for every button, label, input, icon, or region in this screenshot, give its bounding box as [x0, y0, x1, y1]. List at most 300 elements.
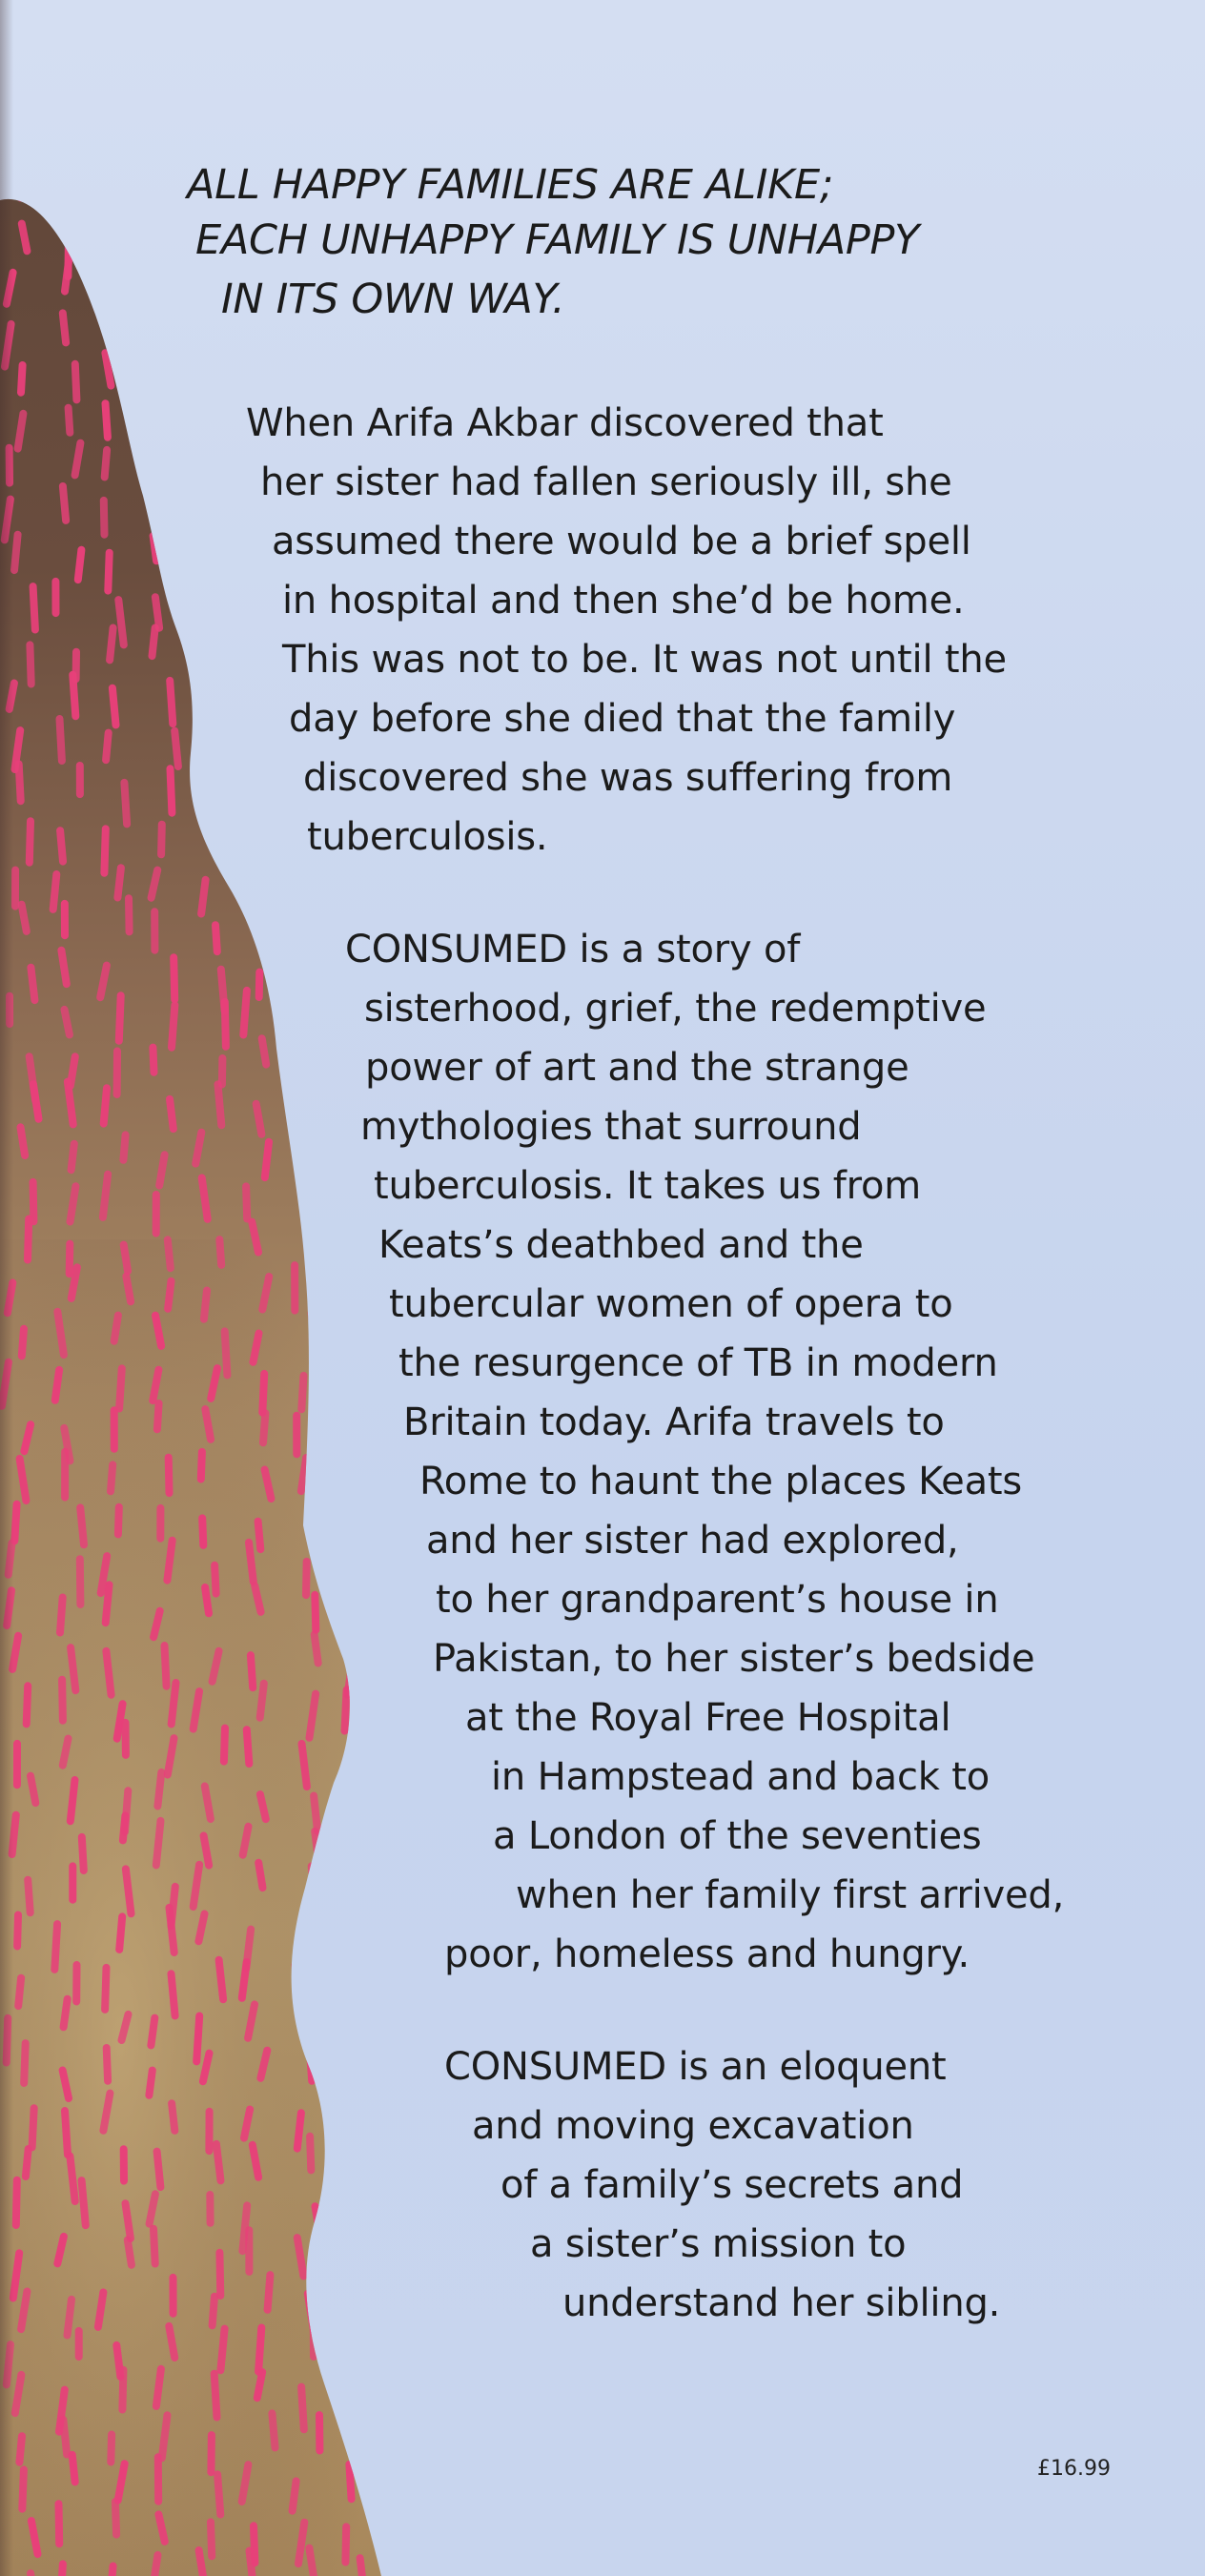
stitch-mark: [14, 1504, 16, 1542]
stitch-mark: [301, 1458, 306, 1491]
epigraph-line: EACH UNHAPPY FAMILY IS UNHAPPY: [195, 216, 920, 264]
blurb-line: at the Royal Free Hospital: [465, 1696, 951, 1740]
stitch-mark: [109, 321, 114, 365]
stitch-mark: [256, 1104, 262, 1135]
stitch-mark: [22, 1329, 24, 1357]
stitch-mark: [30, 644, 31, 684]
stitch-mark: [165, 1646, 167, 1687]
blurb-line: power of art and the strange: [365, 1046, 909, 1090]
stitch-mark: [315, 323, 316, 354]
stitch-mark: [298, 766, 301, 793]
stitch-mark: [22, 905, 27, 931]
stitch-mark: [202, 1518, 203, 1545]
stitch-mark: [16, 2180, 17, 2225]
stitch-mark: [80, 1507, 84, 1544]
stitch-mark: [102, 131, 103, 168]
stitch-mark: [31, 1776, 35, 1803]
stitch-mark: [123, 1815, 126, 1840]
stitch-mark: [253, 462, 255, 493]
stitch-mark: [259, 972, 260, 997]
stitch-mark: [168, 1281, 171, 1309]
stitch-mark: [303, 351, 308, 385]
blurb-line: When Arifa Akbar discovered that: [246, 401, 884, 445]
stitch-mark: [55, 1370, 59, 1400]
stitch-mark: [218, 358, 222, 389]
stitch-mark: [170, 1908, 174, 1952]
stitch-mark: [110, 278, 115, 310]
stitch-mark: [70, 2157, 74, 2202]
stitch-mark: [314, 1796, 317, 1831]
stitch-mark: [255, 358, 259, 404]
stitch-mark: [337, 2064, 343, 2095]
blurb-line: CONSUMED is a story of: [345, 928, 801, 971]
stitch-mark: [171, 768, 173, 812]
stitch-mark: [108, 553, 109, 591]
stitch-mark: [162, 2415, 168, 2458]
stitch-mark: [363, 1782, 366, 1823]
stitch-mark: [315, 1040, 318, 1072]
stitch-mark: [196, 2016, 199, 2062]
stitch-mark: [153, 628, 155, 657]
blurb-line: of a family’s secrets and: [500, 2163, 964, 2207]
stitch-mark: [119, 1368, 122, 1408]
stitch-mark: [202, 719, 207, 746]
stitch-mark: [109, 2566, 113, 2576]
stitch-mark: [268, 2275, 271, 2310]
stitch-mark: [170, 681, 173, 724]
stitch-mark: [243, 1827, 249, 1855]
stitch-mark: [216, 787, 220, 816]
stitch-mark: [127, 224, 130, 259]
stitch-mark: [103, 1175, 108, 1217]
stitch-mark: [312, 1313, 317, 1358]
stitch-mark: [168, 1239, 171, 1268]
epigraph-line: IN ITS OWN WAY.: [221, 276, 565, 323]
stitch-mark: [105, 51, 111, 90]
stitch-mark: [355, 1608, 360, 1637]
stitch-mark: [308, 2010, 311, 2038]
stitch-mark: [105, 450, 107, 478]
stitch-mark: [359, 1043, 363, 1085]
stitch-mark: [361, 2335, 366, 2381]
stitch-mark: [59, 2504, 60, 2544]
stitch-mark: [65, 173, 69, 204]
stitch-mark: [102, 166, 108, 204]
stitch-mark: [351, 2246, 352, 2284]
stitch-mark: [203, 31, 210, 75]
stitch-mark: [351, 1951, 354, 1986]
stitch-mark: [22, 2469, 24, 2508]
stitch-mark: [273, 677, 276, 703]
stitch-mark: [243, 991, 247, 1035]
stitch-mark: [169, 1458, 170, 1493]
stitch-mark: [354, 1463, 356, 1491]
stitch-mark: [306, 1562, 307, 1595]
stitch-mark: [212, 532, 215, 557]
stitch-mark: [60, 830, 63, 861]
stitch-mark: [271, 808, 277, 849]
stitch-mark: [255, 777, 260, 809]
blurb-line: sisterhood, grief, the redemptive: [364, 987, 987, 1031]
stitch-mark: [98, 2292, 104, 2327]
stitch-mark: [167, 1541, 172, 1581]
stitch-mark: [171, 326, 176, 359]
stitch-mark: [63, 2420, 67, 2455]
stitch-mark: [33, 1084, 39, 1119]
stitch-mark: [219, 1239, 221, 1265]
stitch-mark: [246, 587, 251, 619]
stitch-mark: [358, 331, 360, 369]
stitch-mark: [170, 1099, 174, 1129]
blurb-line: her sister had fallen seriously ill, she: [260, 460, 952, 504]
stitch-mark: [172, 1973, 175, 2015]
stitch-mark: [225, 1331, 228, 1375]
stitch-mark: [318, 856, 321, 896]
stitch-mark: [156, 1821, 161, 1866]
stitch-mark: [111, 1464, 112, 1491]
blurb-line: when her family first arrived,: [516, 1873, 1065, 1917]
stitch-mark: [115, 2502, 116, 2535]
blurb-line: Britain today. Arifa travels to: [403, 1400, 945, 1444]
blurb-line: in Hampstead and back to: [491, 1755, 990, 1799]
stitch-mark: [106, 733, 109, 761]
stitch-mark: [346, 1509, 348, 1536]
blurb-line: and moving excavation: [472, 2104, 914, 2148]
stitch-mark: [356, 2382, 357, 2421]
stitch-mark: [119, 995, 121, 1041]
stitch-mark: [106, 403, 108, 438]
stitch-mark: [119, 93, 123, 121]
stitch-mark: [205, 1587, 209, 1613]
stitch-mark: [177, 133, 178, 176]
stitch-mark: [247, 1729, 250, 1764]
blurb-line: assumed there would be a brief spell: [272, 520, 971, 563]
blurb-line: in hospital and then she’d be home.: [282, 579, 965, 623]
stitch-mark: [126, 1869, 132, 1913]
stitch-mark: [62, 1680, 63, 1721]
stitch-mark: [363, 1315, 367, 1343]
stitch-mark: [310, 2136, 311, 2171]
stitch-mark: [157, 48, 158, 75]
stitch-mark: [157, 1772, 161, 1807]
stitch-mark: [262, 1038, 267, 1064]
stitch-mark: [258, 1863, 262, 1888]
stitch-mark: [349, 2464, 351, 2499]
blurb-line: poor, homeless and hungry.: [444, 1932, 970, 1976]
stitch-mark: [204, 1291, 207, 1319]
stitch-mark: [174, 362, 175, 405]
stitch-mark: [78, 550, 82, 580]
stitch-mark: [203, 626, 208, 665]
stitch-mark: [17, 85, 23, 112]
stitch-mark: [343, 2198, 348, 2227]
stitch-mark: [263, 1413, 265, 1442]
stitch-mark: [124, 1245, 128, 1272]
stitch-mark: [365, 871, 371, 911]
stitch-mark: [352, 1356, 353, 1381]
stitch-mark: [63, 486, 66, 521]
stitch-mark: [72, 675, 75, 716]
blurb-line: discovered she was suffering from: [303, 756, 953, 800]
stitch-mark: [53, 874, 57, 910]
stitch-mark: [367, 101, 371, 144]
stitch-mark: [174, 731, 178, 767]
epigraph-line: ALL HAPPY FAMILIES ARE ALIKE;: [187, 161, 834, 209]
stitch-mark: [222, 460, 225, 492]
blurb-line: day before she died that the family: [289, 697, 956, 741]
stitch-mark: [26, 2149, 29, 2177]
blurb-line: This was not to be. It was not until the: [282, 638, 1007, 682]
stitch-mark: [149, 2071, 152, 2096]
blurb-line: Keats’s deathbed and the: [378, 1223, 864, 1267]
stitch-mark: [117, 868, 121, 897]
stitch-mark: [172, 1683, 176, 1725]
stitch-mark: [256, 512, 261, 551]
stitch-mark: [172, 499, 175, 538]
stitch-mark: [214, 2374, 217, 2418]
stitch-mark: [312, 1866, 315, 1895]
stitch-mark: [214, 1565, 216, 1594]
stitch-mark: [302, 1918, 306, 1943]
stitch-mark: [316, 2206, 320, 2237]
stitch-mark: [242, 1962, 247, 1998]
stitch-mark: [248, 626, 250, 664]
stitch-mark: [212, 818, 217, 852]
price-label: £16.99: [1037, 2457, 1111, 2481]
stitch-mark: [202, 324, 209, 361]
stitch-mark: [119, 1916, 122, 1950]
stitch-mark: [106, 1584, 110, 1623]
blurb-line: tuberculosis. It takes us from: [374, 1164, 922, 1208]
stitch-mark: [175, 227, 177, 273]
stitch-mark: [360, 2558, 364, 2576]
stitch-mark: [82, 1837, 84, 1871]
stitch-mark: [110, 628, 113, 661]
stitch-mark: [75, 364, 77, 400]
stitch-mark: [28, 1219, 29, 1260]
blurb-line: a London of the seventies: [493, 1814, 982, 1858]
stitch-mark: [201, 880, 206, 914]
stitch-mark: [257, 2372, 262, 2398]
stitch-mark: [260, 1684, 264, 1718]
stitch-mark: [342, 1567, 346, 1593]
stitch-mark: [257, 899, 262, 936]
stitch-mark: [354, 1840, 356, 1866]
stitch-mark: [310, 1149, 315, 1189]
stitch-mark: [118, 1507, 119, 1535]
stitch-mark: [28, 1880, 31, 1913]
stitch-mark: [262, 1374, 264, 1413]
stitch-mark: [199, 2550, 205, 2576]
stitch-mark: [82, 2180, 86, 2225]
stitch-mark: [19, 2436, 22, 2463]
stitch-mark: [221, 417, 227, 454]
stitch-mark: [32, 2108, 34, 2147]
stitch-mark: [126, 1277, 131, 1302]
stitch-mark: [315, 1634, 318, 1663]
stitch-mark: [258, 2328, 261, 2372]
figure-body: [0, 0, 400, 2576]
stitch-mark: [159, 281, 161, 310]
stitch-mark: [315, 1595, 316, 1630]
stitch-mark: [14, 535, 18, 570]
stitch-mark: [129, 898, 130, 931]
stitch-mark: [147, 179, 153, 213]
stitch-mark: [65, 1010, 70, 1035]
stitch-mark: [293, 2481, 296, 2510]
stitch-mark: [111, 2435, 112, 2463]
stitch-mark: [122, 2370, 123, 2410]
stitch-mark: [69, 31, 70, 73]
stitch-mark: [157, 1403, 159, 1429]
blurb-line: Rome to haunt the places Keats: [419, 1460, 1023, 1503]
stitch-mark: [64, 1999, 68, 2028]
stitch-mark: [222, 1058, 223, 1085]
stitch-mark: [79, 88, 80, 117]
stitch-mark: [348, 1146, 355, 1176]
blurb-line: the resurgence of TB in modern: [398, 1341, 998, 1385]
stitch-mark: [318, 1103, 319, 1136]
stitch-mark: [218, 1084, 222, 1125]
stitch-mark: [343, 44, 348, 75]
stitch-mark: [22, 224, 28, 252]
stitch-mark: [60, 719, 62, 761]
blurb-line: a sister’s mission to: [530, 2222, 907, 2266]
spine-edge: [0, 0, 13, 2576]
stitch-mark: [33, 586, 35, 629]
stitch-mark: [65, 258, 69, 292]
stitch-mark: [71, 1647, 75, 1690]
stitch-mark: [21, 1127, 26, 1155]
stitch-mark: [246, 1186, 247, 1218]
stitch-mark: [311, 946, 312, 971]
stitch-mark: [307, 1199, 313, 1235]
stitch-mark: [18, 1978, 21, 2006]
stitch-mark: [105, 1968, 106, 2010]
stitch-mark: [301, 2387, 304, 2430]
stitch-mark: [107, 2048, 108, 2081]
stitch-mark: [314, 78, 317, 109]
stitch-mark: [124, 783, 127, 825]
stitch-mark: [33, 1182, 34, 1221]
stitch-mark: [72, 2455, 75, 2483]
stitch-mark: [114, 1316, 118, 1341]
stitch-mark: [161, 825, 162, 855]
stitch-mark: [24, 2043, 26, 2083]
stitch-mark: [251, 1655, 253, 1687]
stitch-mark: [71, 1144, 74, 1171]
stitch-mark: [350, 356, 351, 392]
stitch-mark: [367, 2424, 372, 2455]
stitch-mark: [31, 968, 34, 1000]
stitch-mark: [209, 585, 214, 617]
stitch-mark: [358, 2098, 364, 2140]
stitch-mark: [312, 36, 318, 65]
stitch-mark: [61, 951, 66, 984]
stitch-mark: [172, 2103, 174, 2131]
stitch-mark: [161, 449, 162, 491]
stitch-mark: [80, 1559, 81, 1605]
blurb-line: CONSUMED is an eloquent: [444, 2045, 947, 2089]
stitch-mark: [215, 925, 217, 951]
stitch-mark: [213, 2297, 214, 2326]
stitch-mark: [272, 2413, 275, 2447]
stitch-mark: [112, 688, 116, 726]
stitch-mark: [27, 1686, 29, 1724]
stitch-mark: [30, 821, 31, 863]
stitch-mark: [211, 2435, 212, 2472]
stitch-mark: [172, 1005, 174, 1048]
stitch-mark: [342, 1875, 344, 1903]
stitch-mark: [60, 1598, 63, 1633]
stitch-mark: [301, 1376, 303, 1409]
stitch-mark: [356, 1235, 358, 1279]
stitch-mark: [341, 1912, 347, 1952]
stitch-mark: [19, 764, 21, 801]
stitch-mark: [315, 1831, 320, 1873]
blurb-line: Pakistan, to her sister’s bedside: [433, 1637, 1035, 1681]
stitch-mark: [265, 88, 268, 122]
stitch-mark: [219, 2253, 220, 2296]
stitch-mark: [156, 2369, 161, 2406]
stitch-mark: [296, 1965, 298, 2007]
stitch-mark: [250, 732, 254, 757]
stitch-mark: [157, 2152, 161, 2188]
stitch-mark: [225, 1002, 226, 1047]
stitch-mark: [61, 2564, 63, 2576]
stitch-mark: [258, 1522, 261, 1549]
stitch-mark: [310, 1239, 311, 1278]
stitch-mark: [104, 828, 105, 872]
stitch-mark: [265, 1142, 269, 1177]
stitch-mark: [63, 140, 66, 180]
stitch-mark: [123, 1135, 125, 1159]
stitch-mark: [106, 1651, 111, 1695]
stitch-mark: [220, 2329, 224, 2371]
stitch-mark: [256, 56, 257, 85]
stitch-mark: [126, 2203, 131, 2239]
stitch-mark: [104, 501, 105, 535]
stitch-mark: [153, 536, 157, 561]
stitch-mark: [71, 1780, 75, 1821]
stitch-mark: [128, 2240, 132, 2265]
blurb-line: to her grandparent’s house in: [436, 1578, 999, 1622]
stitch-mark: [249, 1543, 254, 1582]
blurb-line: understand her sibling.: [562, 2281, 1001, 2325]
stitch-mark: [205, 1409, 211, 1440]
stitch-mark: [153, 75, 156, 109]
stitch-mark: [18, 414, 24, 449]
stitch-mark: [153, 2229, 155, 2264]
blurb-line: and her sister had explored,: [426, 1519, 959, 1563]
stitch-mark: [63, 313, 66, 342]
stitch-mark: [211, 2522, 212, 2556]
stitch-mark: [360, 1000, 363, 1043]
stitch-mark: [204, 1836, 210, 1866]
stitch-mark: [17, 1915, 18, 1947]
blurb-line: tubercular women of opera to: [389, 1282, 953, 1326]
stitch-mark: [104, 1088, 107, 1123]
stitch-mark: [155, 597, 159, 628]
stitch-mark: [118, 600, 124, 644]
stitch-mark: [297, 2113, 301, 2148]
stitch-mark: [21, 365, 23, 393]
stitch-mark: [70, 1244, 71, 1275]
stitch-mark: [68, 2300, 72, 2336]
stitch-mark: [224, 1728, 225, 1762]
stitch-mark: [63, 1739, 69, 1766]
stitch-mark: [291, 808, 297, 848]
